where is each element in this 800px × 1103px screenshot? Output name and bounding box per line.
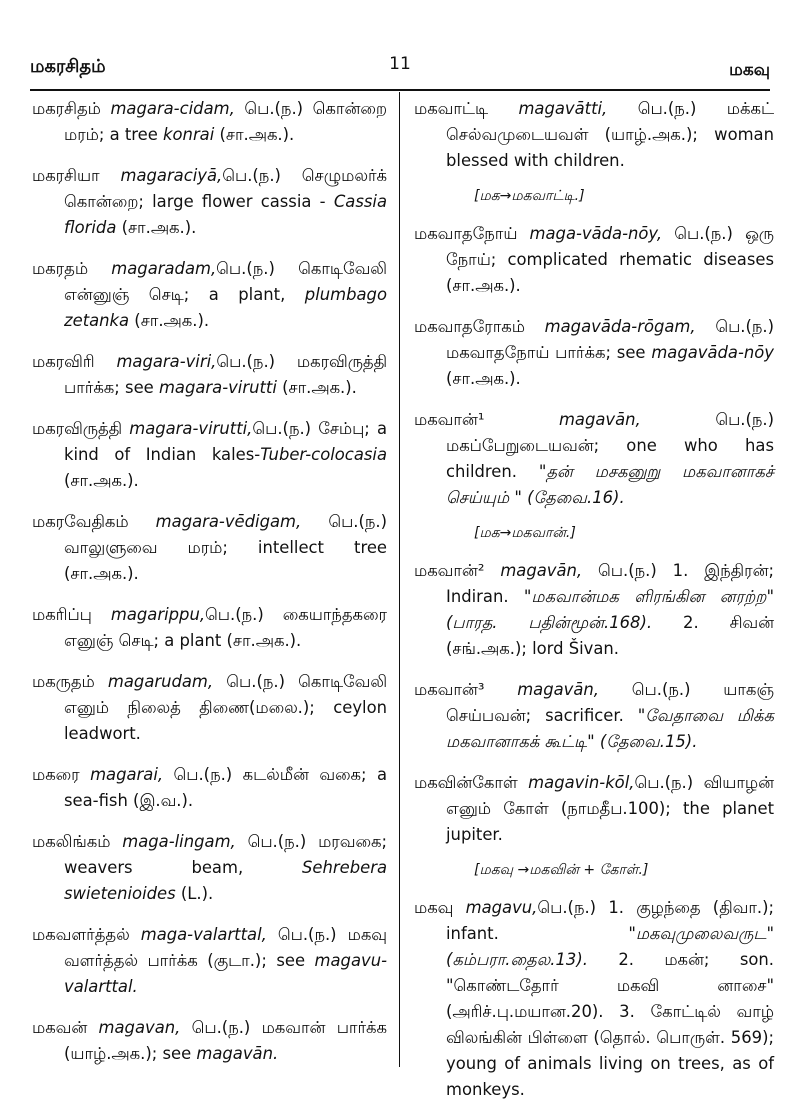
entry-transliteration: magaradam, [88,259,217,278]
entry-definition: பெ.(ந.) கொடிவேலி எனும் நிலைத் திணை(மலை.); ceylon leadwort. [64,672,388,743]
entry-italic-text: Cassia florida [64,192,387,237]
entry-headword: மகரவேதிகம் [32,512,129,531]
etymology-note: [மக→மகவாட்டி.] [474,188,585,204]
dictionary-entry [414,407,774,511]
entry-definition-tail: (சா.அக.). [129,311,210,330]
entry-italic-text: plumbago zetanka [64,285,387,330]
entry-headword: மகவு [414,898,454,917]
entry-italic-text: magavān. [196,1044,279,1063]
etymology-note: [மகவு →மகவின் + கோள்.] [474,862,649,878]
entry-italic-text: "மகவுமுலைவருட" (கம்பரா.தைல.13). [446,924,774,969]
dictionary-entry [414,895,774,1103]
entry-headword: மகவின்கோள் [414,773,518,792]
entry-definition: பெ.(ந.) ஒரு நோய்; complicated rhematic diseases (சா.அக.). [446,224,774,295]
entry-headword: மகவாதநோய் [414,224,518,243]
dictionary-entry [32,602,387,654]
entry-italic-text: "மகவான்மக ளிரங்கின னரற்ற" (பாரத. பதின்மூன்.168). [446,587,774,632]
page-number: 11 [389,54,411,74]
entry-transliteration: magaraciyā, [99,166,223,185]
dictionary-entry [32,256,387,334]
entry-definition: பெ.(ந.) யாகஞ் செய்பவன்; sacrificer. [446,680,774,725]
left-column [32,96,387,1067]
entry-transliteration: magavāda-rōgam, [524,317,696,336]
dictionary-entry [414,558,774,662]
dictionary-entry [32,163,387,241]
entry-definition: பெ.(ந.) மகவாதநோய் பார்க்க; see [446,317,775,362]
column-divider [399,92,400,1067]
entry-definition-tail: (சா.அக.). [116,218,197,237]
entry-italic-text: Sehrebera swietenioides [64,858,387,903]
entry-italic-text: magara-virutti [158,378,277,397]
entry-definition: பெ.(ந.) கையாந்தகரை எனுஞ் செடி; a plant (சா.அக.). [64,605,387,650]
entry-definition-tail: (சா.அக.). [446,369,521,388]
entry-definition: பெ.(ந.) மகப்பேறுடையவன்; one who has children. [446,410,775,481]
entry-headword: மகவளர்த்தல் [32,925,130,944]
entry-transliteration: magavān, [484,410,641,429]
entry-definition: பெ.(ந.) மகரவிருத்தி பார்க்க; see [64,352,387,397]
dictionary-entry [32,829,387,907]
entry-headword: மகவாதரோகம் [414,317,525,336]
right-column [414,96,774,1103]
entry-transliteration: magarai, [79,765,164,784]
entry-italic-text: "வேதாவை மிக்க மகவானாகக் கூட்டி" (தேவை.15). [446,706,774,751]
entry-definition: பெ.(ந.) வாலுளுவை மரம்; intellect tree (சா.அக.). [64,512,388,583]
entry-definition-tail: 2. மகன்; son. "கொண்டதோர் மகவி னாசை" (அரிச்.பு.மயான.20). 3. கோட்டில் வாழ் விலங்கின் பிள்ளை (தொல். பொருள். 569); young of animals living on trees, as of monkeys. [446,950,774,1099]
entry-transliteration: magara-viri, [94,352,217,371]
entry-definition: பெ.(ந.) கொடிவேலி என்னுஞ் செடி; a plant, [64,259,387,304]
entry-headword: மகரசிதம் [32,99,101,118]
entry-definition-tail: (L.). [175,884,214,903]
entry-italic-text: "தன் மசகனுறு மகவானாகச் செய்யும் " (தேவை.16). [446,462,774,507]
entry-definition: பெ.(ந.) வியாழன் எனும் கோள் (நாமதீப.100); the planet jupiter. [446,773,774,844]
entry-transliteration: maga-valarttal, [129,925,267,944]
page-header [30,56,770,88]
dictionary-entry [32,669,387,747]
dictionary-entry [414,314,774,392]
dictionary-entry [32,509,387,587]
entry-transliteration: magavin-kōl, [517,773,635,792]
entry-headword: மகரை [32,765,80,784]
entry-headword: மகவன் [32,1018,88,1037]
entry-headword: மகரதம் [32,259,89,278]
dictionary-entry [32,349,387,401]
header-left-guideword: மகரசிதம் [30,56,106,77]
entry-definition: பெ.(ந.) மக்கட் செல்வமுடையவள் (யாழ்.அக.); woman blessed with children. [446,99,774,170]
entry-headword: மகரவிருத்தி [32,419,123,438]
entry-definition: பெ.(ந.) மரவகை; weavers beam, [64,832,387,877]
dictionary-entry [414,677,774,755]
entry-definition: பெ.(ந.) மகவு வளர்த்தல் பார்க்க (குடா.); see [64,925,387,970]
entry-italic-text: konrai [163,125,215,144]
etymology-note: [மக→மகவான்.] [474,525,576,541]
entry-headword: மகவான்² [414,561,485,580]
dictionary-entry [32,922,387,1000]
entry-transliteration: magara-cidam, [100,99,235,118]
dictionary-entry [414,221,774,299]
entry-transliteration: maga-vāda-nōy, [517,224,663,243]
entry-definition-tail: (சா.அக.). [64,471,139,490]
entry-headword: மகருதம் [32,672,95,691]
entry-headword: மகவான்³ [414,680,485,699]
entry-headword: மகரவிரி [32,352,95,371]
entry-headword: மகரசியா [32,166,100,185]
entry-transliteration: magara-vēdigam, [128,512,302,531]
entry-transliteration: magavu, [453,898,538,917]
entry-definition: பெ.(ந.) கொன்றை மரம்; a tree [64,99,388,144]
entry-transliteration: magavān, [484,680,599,699]
entry-italic-text: Tuber-colocasia [260,445,387,464]
entry-transliteration: magavan, [87,1018,181,1037]
entry-definition: பெ.(ந.) மகவான் பார்க்க (யாழ்.அக.); see [64,1018,388,1063]
dictionary-entry [32,1015,387,1067]
header-rule [30,89,770,91]
entry-transliteration: magarippu, [91,605,206,624]
entry-definition-tail: (சா.அக.). [214,125,295,144]
entry-transliteration: magavātti, [488,99,608,118]
dictionary-entry [32,762,387,814]
entry-headword: மகவாட்டி [414,99,489,118]
header-right-guideword: மகவு [729,60,770,80]
entry-definition: பெ.(ந.) 1. இந்திரன்; Indiran. [446,561,774,606]
entry-definition: பெ.(ந.) 1. குழந்தை (திவா.); infant. [446,898,775,943]
entry-transliteration: maga-lingam, [110,832,236,851]
entry-definition-tail: 2. சிவன் (சங்.அக.); lord Šivan. [446,613,774,658]
entry-italic-text: magavu-valarttal. [64,951,387,996]
entry-definition: பெ.(ந.) சேம்பு; a kind of Indian kales- [64,419,387,464]
entry-headword: மகலிங்கம் [32,832,111,851]
entry-definition-tail: (சா.அக.). [276,378,357,397]
entry-definition: பெ.(ந.) செழுமலர்க் கொன்றை; large flower cassia - [64,166,387,211]
entry-headword: மகவான்¹ [414,410,485,429]
entry-definition: பெ.(ந.) கடல்மீன் வகை; a sea-fish (இ.வ.). [64,765,387,810]
dictionary-entry [414,96,774,174]
entry-headword: மகரிப்பு [32,605,92,624]
entry-transliteration: magavān, [484,561,583,580]
entry-transliteration: magarudam, [94,672,214,691]
entry-transliteration: magara-virutti, [122,419,253,438]
dictionary-entry [414,770,774,848]
entry-italic-text: magavāda-nōy [651,343,774,362]
dictionary-entry [32,416,387,494]
dictionary-entry [32,96,387,148]
